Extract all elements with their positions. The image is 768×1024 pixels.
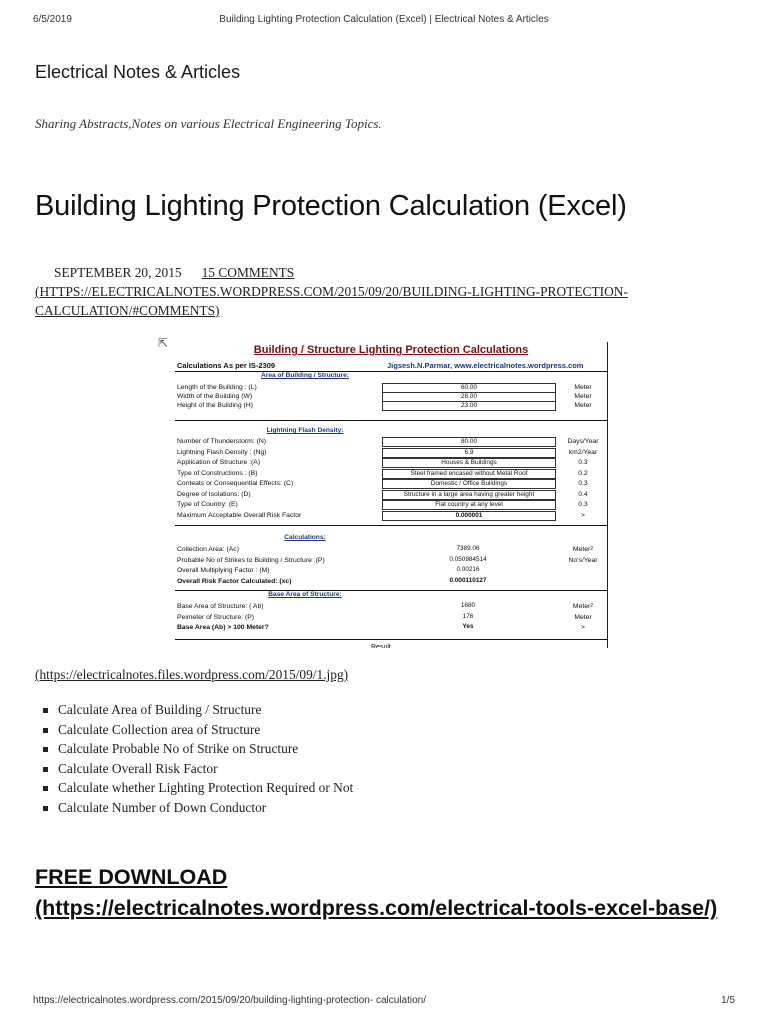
section-calc: Calculations:	[284, 534, 326, 541]
sheet-row-value[interactable]: 28.00	[382, 392, 556, 402]
sheet-row	[177, 556, 605, 565]
spreadsheet-image[interactable]	[175, 342, 608, 648]
list-item	[40, 759, 353, 779]
sheet-row-value[interactable]: 0.000001	[382, 511, 556, 521]
free-download	[35, 862, 735, 924]
section-base: Base Area of Structure:	[268, 591, 342, 598]
square-bullet-icon	[43, 728, 48, 733]
sheet-row-value: 0.050984514	[382, 556, 554, 564]
sheet-row-value: 1680	[382, 602, 554, 610]
sheet-row	[177, 458, 605, 467]
sheet-row	[177, 490, 605, 499]
sheet-row-label: Type of Country: (E)	[177, 501, 238, 508]
sheet-row	[177, 401, 605, 410]
sheet-row-unit: km2/Year	[568, 448, 598, 456]
sheet-row-label: Collection Area: (Ac)	[177, 546, 239, 553]
list-item	[40, 700, 353, 720]
print-page-title: Building Lighting Protection Calculation (Excel) | Electrical Notes & Articles	[219, 14, 549, 25]
print-page-number: 1/5	[721, 995, 735, 1006]
sheet-row-unit: >	[581, 511, 585, 519]
sheet-row-unit: Meter$^2$	[572, 546, 594, 553]
sheet-row	[177, 602, 605, 611]
sheet-row	[177, 479, 605, 488]
sheet-row-label: Overall Multiplying Factor : (M)	[177, 567, 270, 574]
square-bullet-icon	[43, 708, 48, 713]
sheet-row-value[interactable]: Steel framed encased without Metal Roof	[382, 469, 556, 479]
sheet-row-label: Peimeter of Structure: (P)	[177, 613, 255, 621]
sheet-row	[177, 383, 605, 392]
square-bullet-icon	[43, 747, 48, 752]
sheet-divider	[175, 420, 607, 421]
sheet-row-unit: Days/Year	[567, 438, 599, 445]
sheet-row-unit: 0.3	[578, 459, 588, 466]
sheet-row-label: Number of Thunderstorm: (N)	[177, 438, 267, 445]
sheet-row-unit: Meter	[574, 613, 592, 621]
sheet-row-unit: >	[581, 624, 585, 631]
sheet-row-label: Probable No of Strikes to Building / Structure :(P)	[177, 556, 325, 564]
sheet-row-label: Base Area of Structure: ( Ab)	[177, 603, 264, 610]
section-area: Area of Building / Structure:	[261, 372, 349, 379]
list-item	[40, 778, 353, 798]
sheet-row-unit: No's/Year	[568, 556, 598, 564]
comments-link[interactable]: 15 COMMENTS	[201, 265, 295, 280]
sheet-row-unit: Meter	[574, 384, 592, 391]
sheet-subtitle-left: Calculations As per IS-2309	[177, 361, 276, 370]
sheet-row	[177, 500, 605, 509]
sheet-row	[177, 448, 605, 457]
sheet-row	[177, 566, 605, 575]
sheet-row-value[interactable]: Domestic / Office Buildings	[382, 479, 556, 489]
sheet-row-value: 176	[382, 613, 554, 621]
sheet-row	[177, 623, 605, 632]
print-footer-url: https://electricalnotes.wordpress.com/2015/09/20/building-lighting-protection- calculation/	[33, 995, 426, 1006]
sheet-row-value[interactable]: 23.00	[382, 401, 556, 411]
list-item	[40, 720, 353, 740]
sheet-row-unit: Meter	[574, 402, 592, 409]
list-item-text: Calculate Number of Down Conductor	[58, 799, 267, 815]
sheet-row-value: 0.000110127	[382, 577, 554, 585]
comments-url-link[interactable]: (HTTPS://ELECTRICALNOTES.WORDPRESS.COM/2015/09/20/BUILDING-LIGHTING-PROTECTION-CALCULATION/#COMMENTS)	[35, 284, 628, 318]
sheet-row-label: Lightning Flash Density : (Ng)	[177, 448, 267, 456]
sheet-row-label: Base Area (Ab) > 100 Meter?	[177, 624, 269, 631]
list-item	[40, 739, 353, 759]
sheet-row-label: Type of Constructions : (B)	[177, 469, 258, 477]
free-download-link[interactable]: (https://electricalnotes.wordpress.com/electrical-tools-excel-base/)	[35, 896, 718, 920]
sheet-row	[177, 545, 605, 554]
sheet-row-unit: 0.3	[578, 480, 588, 487]
sheet-row	[177, 437, 605, 446]
sheet-cut-label: Result	[371, 644, 391, 648]
sheet-row-value[interactable]: Houses & Buildings	[382, 458, 556, 468]
sheet-row-unit: Meter$^2$	[572, 603, 594, 610]
sheet-divider	[175, 525, 607, 526]
sheet-title: Building / Structure Lighting Protection Calculations	[253, 344, 529, 356]
sheet-row-label: Overall Risk Factor Calculated: (xc)	[177, 577, 292, 585]
sheet-row	[177, 392, 605, 401]
sheet-row-unit: 0.2	[578, 469, 588, 477]
sheet-row-label: Maximum Acceptable Overall Risk Factor	[177, 511, 302, 519]
sheet-row	[177, 511, 605, 520]
list-item-text: Calculate Collection area of Structure	[58, 721, 261, 737]
square-bullet-icon	[43, 767, 48, 772]
sheet-row-label: Degree of Isolations: (D)	[177, 490, 251, 498]
sheet-row-unit: 0.4	[578, 490, 588, 498]
site-tagline: Sharing Abstracts,Notes on various Electrical Engineering Topics.	[35, 116, 382, 131]
sheet-row-value[interactable]: Structure in a large area having greater height	[382, 490, 556, 500]
sheet-row	[177, 469, 605, 478]
sheet-row-label: Conteats or Consequential Effects: (C)	[177, 480, 294, 487]
site-title[interactable]: Electrical Notes & Articles	[35, 62, 241, 82]
sheet-row-value: 7389.06	[382, 545, 554, 553]
sheet-row-unit: Meter	[574, 393, 592, 400]
sheet-row-label: Height of the Building (H)	[177, 402, 253, 409]
square-bullet-icon	[43, 786, 48, 791]
list-item-text: Calculate Probable No of Strike on Structure	[58, 741, 299, 756]
sheet-row-value[interactable]: 60.00	[382, 383, 556, 393]
sheet-row-value: Yes	[382, 623, 554, 631]
sheet-row-label: Width of the Building (W)	[177, 393, 253, 400]
post-meta	[35, 263, 745, 320]
sheet-row-label: Application of Structure :(A)	[177, 459, 261, 466]
list-item-text: Calculate Overall Risk Factor	[58, 760, 218, 776]
sheet-row-value: 0.00216	[382, 566, 554, 574]
mouse-cursor-icon: ⇱	[158, 336, 169, 350]
sheet-row	[177, 613, 605, 622]
sheet-row-value[interactable]: 6.9	[382, 448, 556, 458]
sheet-row-label: Length of the Building : (L)	[177, 384, 257, 391]
sheet-divider	[175, 639, 607, 640]
sheet-row	[177, 577, 605, 586]
list-item-text: Calculate Area of Building / Structure	[58, 702, 262, 717]
sheet-row-value[interactable]: 80.00	[382, 437, 556, 447]
sheet-subtitle-right: Jigsesh.N.Parmar, www.electricalnotes.wordpress.com	[387, 361, 584, 370]
post-date: SEPTEMBER 20, 2015	[54, 265, 182, 280]
post-title: Building Lighting Protection Calculation (Excel)	[35, 190, 627, 222]
section-flash: Lightning Flash Density:	[266, 427, 344, 434]
list-item-text: Calculate whether Lighting Protection Required or Not	[58, 780, 354, 795]
image-source-link[interactable]: (https://electricalnotes.files.wordpress.com/2015/09/1.jpg)	[35, 667, 349, 682]
list-item	[40, 798, 353, 818]
free-download-label[interactable]: FREE DOWNLOAD	[35, 865, 228, 889]
square-bullet-icon	[43, 806, 48, 811]
feature-list	[40, 700, 353, 817]
print-date: 6/5/2019	[33, 14, 72, 25]
sheet-row-unit: 0.3	[578, 501, 588, 508]
sheet-row-value[interactable]: Flat country at any level	[382, 500, 556, 510]
